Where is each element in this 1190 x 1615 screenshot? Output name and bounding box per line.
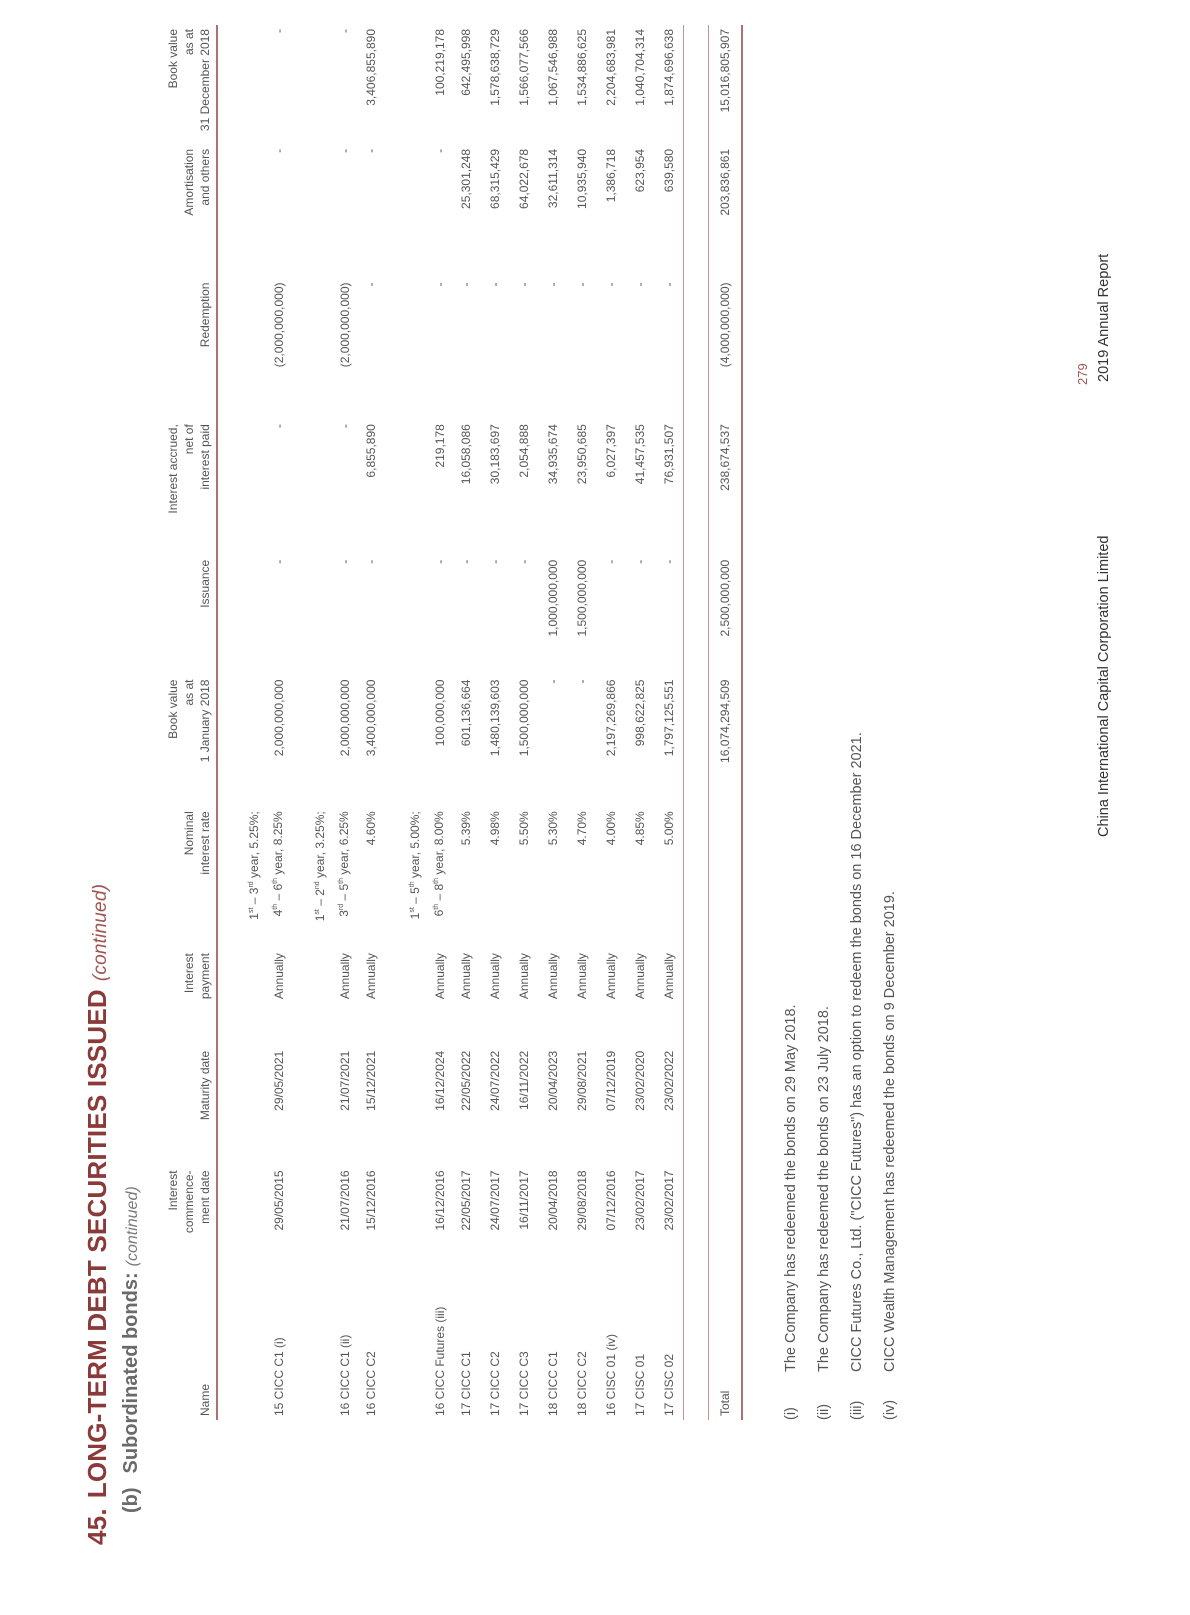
cell-bv-open: - [545,679,560,684]
cell-commencement: 23/02/2017 [661,1170,676,1231]
cell-name: 16 CICC C1 (ii) [338,1334,352,1416]
cell-issuance: - [487,559,502,564]
cell-name: 18 CICC C2 [574,1351,589,1416]
table-row [538,25,567,1420]
cell-maturity: 24/07/2022 [487,1050,502,1111]
cell-payment: Annually [574,953,589,1000]
cell-name: 16 CICC Futures (iii) [433,1306,447,1416]
cell-payment: Annually [458,953,473,1000]
cell-rate: 5.50% [516,811,531,846]
cell-amortisation: 68,315,429 [487,148,502,209]
cell-amortisation: 1,386,718 [603,148,618,203]
footnote-text: CICC Wealth Management has redeemed the bonds on 9 December 2019. [881,891,898,1372]
table-row [480,25,509,1420]
cell-total-amortisation: 203,836,861 [709,145,743,279]
cell-commencement: 15/12/2016 [363,1170,378,1231]
cell-accrued: 41,457,535 [632,424,647,485]
table-row [451,25,480,1420]
col-name: Name [165,1264,217,1420]
cell-commencement: 07/12/2016 [603,1170,618,1231]
subsection-title: Subordinated bonds: [120,1272,142,1474]
rate-line: 1st – 3rd year, 5.25%; [247,811,261,920]
cell-bv-close: 1,578,638,729 [487,29,502,106]
cell-maturity: 23/02/2020 [632,1050,647,1111]
cell-bv-close: 1,067,546,988 [545,29,560,106]
cell-redemption: - [661,282,676,287]
cell-redemption: (2,000,000,000) [338,282,352,368]
subsection-continued: (continued) [124,1186,141,1267]
col-book-value-open: Book value as at 1 January 2018 [165,676,217,808]
cell-bv-open: - [574,679,589,684]
cell-total-redemption: (4,000,000,000) [709,279,743,421]
rate-line: 4th – 6th year, 8.25% [271,811,285,917]
cell-bv-close: 1,566,077,566 [516,29,531,106]
table-row [509,25,538,1420]
cell-accrued: 6,855,890 [363,424,378,478]
total-row [709,25,743,1420]
section-heading [82,884,113,1545]
cell-rate: 4.00% [603,811,618,846]
cell-issuance: - [338,559,352,564]
cell-name: 18 CICC C1 [545,1351,560,1416]
cell-accrued: 30,183,697 [487,424,502,485]
cell-redemption: - [574,282,589,287]
cell-accrued: - [338,424,352,429]
table-row [596,25,625,1420]
col-maturity: Maturity date [165,1047,217,1167]
cell-bv-open: 998,622,825 [632,679,647,747]
cell-bv-open: 2,197,269,866 [603,679,618,757]
cell-redemption: - [603,282,618,287]
cell-rate: 4.98% [487,811,502,846]
cell-commencement: 29/05/2015 [272,1170,286,1231]
cell-issuance: - [272,559,286,564]
footnote-mark: (ii) [815,1403,832,1420]
cell-bv-close: 642,495,998 [458,29,473,96]
cell-accrued: 6,027,397 [603,424,618,478]
footer-report-title: 2019 Annual Report [1096,253,1112,382]
cell-accrued: 34,935,674 [545,424,560,485]
cell-maturity: 07/12/2019 [603,1050,618,1111]
cell-bv-close: 1,874,696,638 [661,29,676,106]
col-interest-payment: Interest payment [165,949,217,1047]
cell-redemption: - [363,282,378,287]
cell-payment: Annually [603,953,618,1000]
cell-amortisation: - [433,148,447,153]
cell-maturity: 29/08/2021 [574,1050,589,1111]
cell-redemption: - [632,282,647,287]
cell-total-issuance: 2,500,000,000 [709,556,743,676]
cell-commencement: 22/05/2017 [458,1170,473,1231]
cell-bv-close: 1,534,886,625 [574,29,589,106]
table-row [403,25,451,1420]
cell-bv-open: 2,000,000,000 [272,679,286,757]
cell-issuance: - [661,559,676,564]
cell-name: 17 CICC C1 [458,1351,473,1416]
cell-rate [308,807,356,949]
col-amortisation: Amortisation and others [165,145,217,279]
col-redemption: Redemption [165,279,217,421]
cell-accrued: 2,054,888 [516,424,531,478]
table-row [308,25,356,1420]
cell-maturity: 29/05/2021 [272,1050,286,1111]
subsection-heading [120,1186,143,1513]
cell-payment: Annually [516,953,531,1000]
cell-issuance: - [603,559,618,564]
cell-payment: Annually [632,953,647,1000]
table-row [625,25,654,1420]
spacer-row [217,25,242,1420]
col-nominal-rate: Nominal interest rate [165,807,217,949]
footnote-mark: (iii) [848,1400,865,1420]
cell-rate [403,807,451,949]
col-issuance: Issuance [165,556,217,676]
cell-total-bv-close: 15,016,805,907 [709,25,743,145]
cell-amortisation: 32,611,314 [545,148,560,209]
cell-amortisation: - [272,148,286,153]
cell-name: 17 CICC C3 [516,1351,531,1416]
cell-amortisation: 623,954 [632,148,647,193]
cell-bv-open: 3,400,000,000 [363,679,378,757]
cell-bv-close: - [272,29,286,33]
rate-line: 1st – 5th year, 5.00%; [408,811,422,920]
page-number: 279 [1075,363,1090,385]
rate-line: 3rd – 5th year, 6.25% [337,811,351,917]
cell-amortisation: 25,301,248 [458,148,473,209]
cell-bv-close: 2,204,683,981 [603,29,618,106]
cell-redemption: - [433,282,447,287]
cell-payment: Annually [338,953,352,1000]
col-interest-accrued: Interest accrued, net of interest paid [165,420,217,556]
cell-commencement: 29/08/2018 [574,1170,589,1231]
cell-rate: 5.39% [458,811,473,846]
cell-name: 17 CISC 01 [632,1353,647,1416]
cell-rate: 4.70% [574,811,589,846]
cell-issuance: - [363,559,378,564]
footnote [840,70,873,1420]
cell-rate: 5.30% [545,811,560,846]
cell-maturity: 20/04/2023 [545,1050,560,1111]
cell-amortisation: 639,580 [661,148,676,193]
cell-bv-open: 1,500,000,000 [516,679,531,757]
cell-commencement: 21/07/2016 [338,1170,352,1231]
spacer-row [385,25,403,1420]
footer-company: China International Capital Corporation Limited [1096,535,1112,837]
cell-name: 16 CISC 01 (iv) [603,1333,618,1416]
cell-rate: 4.85% [632,811,647,846]
footnote-mark: (i) [782,1407,799,1420]
cell-payment: Annually [433,953,447,1000]
cell-name: 15 CICC C1 (i) [272,1337,286,1416]
cell-redemption: - [458,282,473,287]
cell-payment: Annually [363,953,378,1000]
table-row [567,25,596,1420]
cell-maturity: 23/02/2022 [661,1050,676,1111]
cell-bv-close: 1,040,704,314 [632,29,647,106]
cell-redemption: - [516,282,531,287]
footnote [774,70,807,1420]
cell-payment: Annually [545,953,560,1000]
cell-bv-close: 3,406,855,890 [363,29,378,106]
cell-accrued: - [272,424,286,429]
cell-maturity: 21/07/2021 [338,1050,352,1111]
cell-total-accrued: 238,674,537 [709,420,743,556]
cell-bv-open: 1,797,125,551 [661,679,676,757]
cell-total-label: Total [709,1264,743,1420]
col-commencement: Interest commence- ment date [165,1166,217,1264]
cell-accrued: 76,931,507 [661,424,676,485]
cell-amortisation: 10,935,940 [574,148,589,209]
table-row [356,25,385,1420]
table-row [242,25,290,1420]
cell-maturity: 15/12/2021 [363,1050,378,1111]
cell-issuance: 1,500,000,000 [574,559,589,637]
rate-line: 6th – 8th year, 8.00% [432,811,446,917]
cell-payment: Annually [487,953,502,1000]
cell-amortisation: - [338,148,352,153]
cell-amortisation: 64,022,678 [516,148,531,209]
cell-name: 17 CICC C2 [487,1351,502,1416]
cell-issuance: 1,000,000,000 [545,559,560,637]
footnote [873,70,906,1420]
cell-total-bv-open: 16,074,294,509 [709,676,743,808]
cell-bv-close: 100,219,178 [433,29,447,96]
section-number: 45. [82,1508,112,1545]
footnotes [774,70,906,1420]
cell-commencement: 20/04/2018 [545,1170,560,1231]
cell-commencement: 16/11/2017 [516,1170,531,1230]
spacer-row [684,25,709,1420]
cell-bv-open: 1,480,139,603 [487,679,502,757]
cell-issuance: - [458,559,473,564]
cell-redemption: - [487,282,502,287]
rate-line: 1st – 2nd year, 3.25%; [313,811,327,922]
cell-commencement: 23/02/2017 [632,1170,647,1231]
footnote-mark: (iv) [881,1399,898,1420]
section-continued: (continued) [90,883,111,982]
cell-redemption: - [545,282,560,287]
footnote [807,70,840,1420]
cell-issuance: - [632,559,647,564]
col-book-value-close: Book value as at 31 December 2018 [165,25,217,145]
table-header-row [165,25,217,1420]
cell-accrued: 219,178 [433,424,447,468]
cell-payment: Annually [661,953,676,1000]
cell-maturity: 16/12/2024 [433,1050,447,1111]
footnote-text: The Company has redeemed the bonds on 29 May 2018. [782,1004,799,1372]
cell-issuance: - [516,559,531,564]
cell-accrued: 23,950,685 [574,424,589,485]
cell-commencement: 24/07/2017 [487,1170,502,1231]
footnote-text: CICC Futures Co., Ltd. ("CICC Futures") has an option to redeem the bonds on 16 December 2021. [848,732,865,1372]
cell-amortisation: - [363,148,378,153]
cell-maturity: 16/11/2022 [516,1050,531,1110]
cell-bv-open: 2,000,000,000 [338,679,352,757]
cell-bv-open: 100,000,000 [433,679,447,747]
cell-bv-close: - [338,29,352,33]
spacer-row [290,25,308,1420]
cell-commencement: 16/12/2016 [433,1170,447,1231]
cell-maturity: 22/05/2022 [458,1050,473,1111]
cell-accrued: 16,058,086 [458,424,473,485]
cell-payment: Annually [272,953,286,1000]
subsection-label: (b) [120,1487,142,1513]
cell-rate: 5.00% [661,811,676,846]
cell-bv-open: 601,136,664 [458,679,473,747]
cell-redemption: (2,000,000,000) [272,282,286,368]
subordinated-bonds-table [165,25,743,1420]
cell-rate: 4.60% [363,811,378,846]
cell-name: 16 CICC C2 [363,1351,378,1416]
cell-issuance: - [433,559,447,564]
cell-name: 17 CISC 02 [661,1353,676,1416]
table-row [654,25,684,1420]
section-title: LONG-TERM DEBT SECURITIES ISSUED [82,989,112,1499]
footnote-text: The Company has redeemed the bonds on 23 July 2018. [815,1006,832,1372]
cell-rate [242,807,290,949]
